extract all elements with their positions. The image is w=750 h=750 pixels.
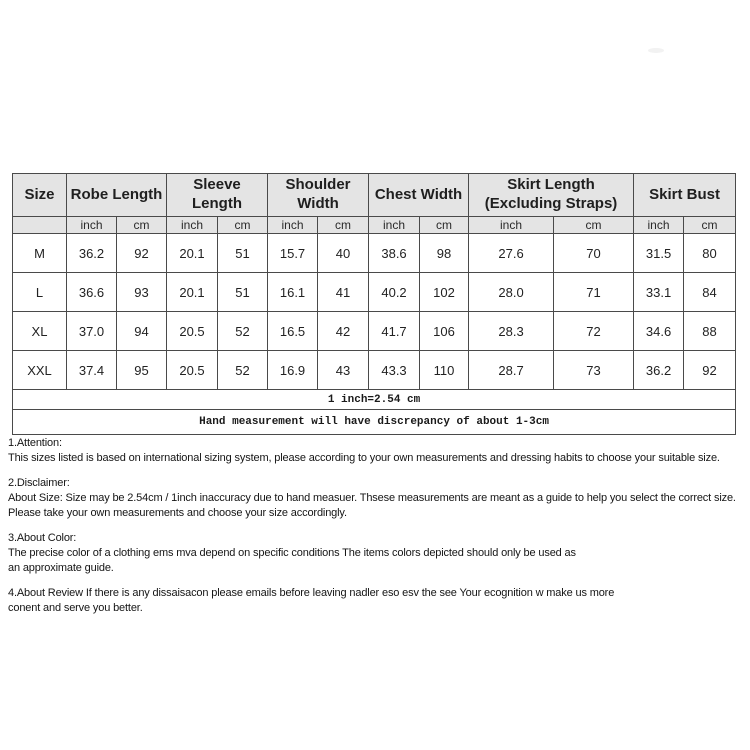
header-chest-width: Chest Width <box>369 174 469 217</box>
value-cell: 31.5 <box>634 234 684 273</box>
header-sleeve-length: Sleeve Length <box>167 174 268 217</box>
value-cell: 16.1 <box>268 273 318 312</box>
notes-section <box>8 436 748 626</box>
size-cell: XL <box>13 312 67 351</box>
value-cell: 52 <box>218 312 268 351</box>
value-cell: 51 <box>218 273 268 312</box>
note-about-color-title: 3.About Color: <box>8 532 77 544</box>
unit-cell-empty <box>13 217 67 234</box>
size-cell: XXL <box>13 351 67 390</box>
value-cell: 41.7 <box>369 312 420 351</box>
note-disclaimer <box>8 476 748 521</box>
unit-cell: inch <box>167 217 218 234</box>
value-cell: 92 <box>684 351 736 390</box>
note-disclaimer-body-line1: About Size: Size may be 2.54cm / 1inch inaccuracy due to hand measuer. Thsese measurements are meant as a guide to help you select the correct size. <box>8 492 736 504</box>
table-row-xl <box>13 312 736 351</box>
note-attention <box>8 436 748 466</box>
value-cell: 16.5 <box>268 312 318 351</box>
size-chart-table <box>12 173 736 435</box>
value-cell: 16.9 <box>268 351 318 390</box>
unit-cell: cm <box>318 217 369 234</box>
value-cell: 93 <box>117 273 167 312</box>
value-cell: 51 <box>218 234 268 273</box>
value-cell: 37.0 <box>67 312 117 351</box>
footnote-discrepancy: Hand measurement will have discrepancy of about 1-3cm <box>13 410 736 435</box>
note-about-review-body-line1: 4.About Review If there is any dissaisacon please emails before leaving nadler eso esv the see Your ecognition w make us more <box>8 587 615 599</box>
value-cell: 41 <box>318 273 369 312</box>
value-cell: 95 <box>117 351 167 390</box>
value-cell: 84 <box>684 273 736 312</box>
table-row-l <box>13 273 736 312</box>
value-cell: 92 <box>117 234 167 273</box>
value-cell: 42 <box>318 312 369 351</box>
footnote-conversion: 1 inch=2.54 cm <box>13 390 736 410</box>
value-cell: 28.0 <box>469 273 554 312</box>
header-skirt-bust: Skirt Bust <box>634 174 736 217</box>
value-cell: 15.7 <box>268 234 318 273</box>
footnote-row-discrepancy <box>13 410 736 435</box>
value-cell: 20.1 <box>167 234 218 273</box>
header-row <box>13 174 736 217</box>
value-cell: 102 <box>420 273 469 312</box>
value-cell: 36.6 <box>67 273 117 312</box>
value-cell: 20.5 <box>167 312 218 351</box>
value-cell: 94 <box>117 312 167 351</box>
note-about-color-body-line2: an approximate guide. <box>8 562 114 574</box>
value-cell: 110 <box>420 351 469 390</box>
unit-cell: cm <box>684 217 736 234</box>
value-cell: 34.6 <box>634 312 684 351</box>
unit-row <box>13 217 736 234</box>
value-cell: 37.4 <box>67 351 117 390</box>
unit-cell: cm <box>218 217 268 234</box>
value-cell: 20.5 <box>167 351 218 390</box>
table-row-m <box>13 234 736 273</box>
value-cell: 71 <box>554 273 634 312</box>
value-cell: 80 <box>684 234 736 273</box>
size-cell: M <box>13 234 67 273</box>
unit-cell: cm <box>117 217 167 234</box>
value-cell: 72 <box>554 312 634 351</box>
value-cell: 36.2 <box>634 351 684 390</box>
note-attention-title: 1.Attention: <box>8 437 62 449</box>
value-cell: 36.2 <box>67 234 117 273</box>
value-cell: 70 <box>554 234 634 273</box>
unit-cell: cm <box>554 217 634 234</box>
note-disclaimer-title: 2.Disclaimer: <box>8 477 70 489</box>
unit-cell: inch <box>268 217 318 234</box>
value-cell: 40.2 <box>369 273 420 312</box>
value-cell: 27.6 <box>469 234 554 273</box>
table-row-xxl <box>13 351 736 390</box>
unit-cell: cm <box>420 217 469 234</box>
unit-cell: inch <box>369 217 420 234</box>
header-size: Size <box>13 174 67 217</box>
unit-cell: inch <box>67 217 117 234</box>
unit-cell: inch <box>634 217 684 234</box>
note-about-color <box>8 531 748 576</box>
value-cell: 28.3 <box>469 312 554 351</box>
value-cell: 38.6 <box>369 234 420 273</box>
value-cell: 43.3 <box>369 351 420 390</box>
header-skirt-length: Skirt Length (Excluding Straps) <box>469 174 634 217</box>
note-disclaimer-body-line2: Please take your own measurements and choose your size accordingly. <box>8 507 347 519</box>
size-cell: L <box>13 273 67 312</box>
value-cell: 98 <box>420 234 469 273</box>
value-cell: 40 <box>318 234 369 273</box>
value-cell: 52 <box>218 351 268 390</box>
header-shoulder-width: Shoulder Width <box>268 174 369 217</box>
value-cell: 88 <box>684 312 736 351</box>
unit-cell: inch <box>469 217 554 234</box>
note-about-review <box>8 586 748 616</box>
note-about-review-body-line2: conent and serve you better. <box>8 602 143 614</box>
value-cell: 73 <box>554 351 634 390</box>
note-attention-body: This sizes listed is based on international sizing system, please according to your own measurements and dressing habits to choose your suitable size. <box>8 452 720 464</box>
value-cell: 20.1 <box>167 273 218 312</box>
note-about-color-body-line1: The precise color of a clothing ems mva depend on specific conditions The items colors depicted should only be used as <box>8 547 576 559</box>
header-robe-length: Robe Length <box>67 174 167 217</box>
value-cell: 106 <box>420 312 469 351</box>
scan-artifact <box>648 48 664 53</box>
value-cell: 43 <box>318 351 369 390</box>
footnote-row-conversion <box>13 390 736 410</box>
value-cell: 28.7 <box>469 351 554 390</box>
value-cell: 33.1 <box>634 273 684 312</box>
